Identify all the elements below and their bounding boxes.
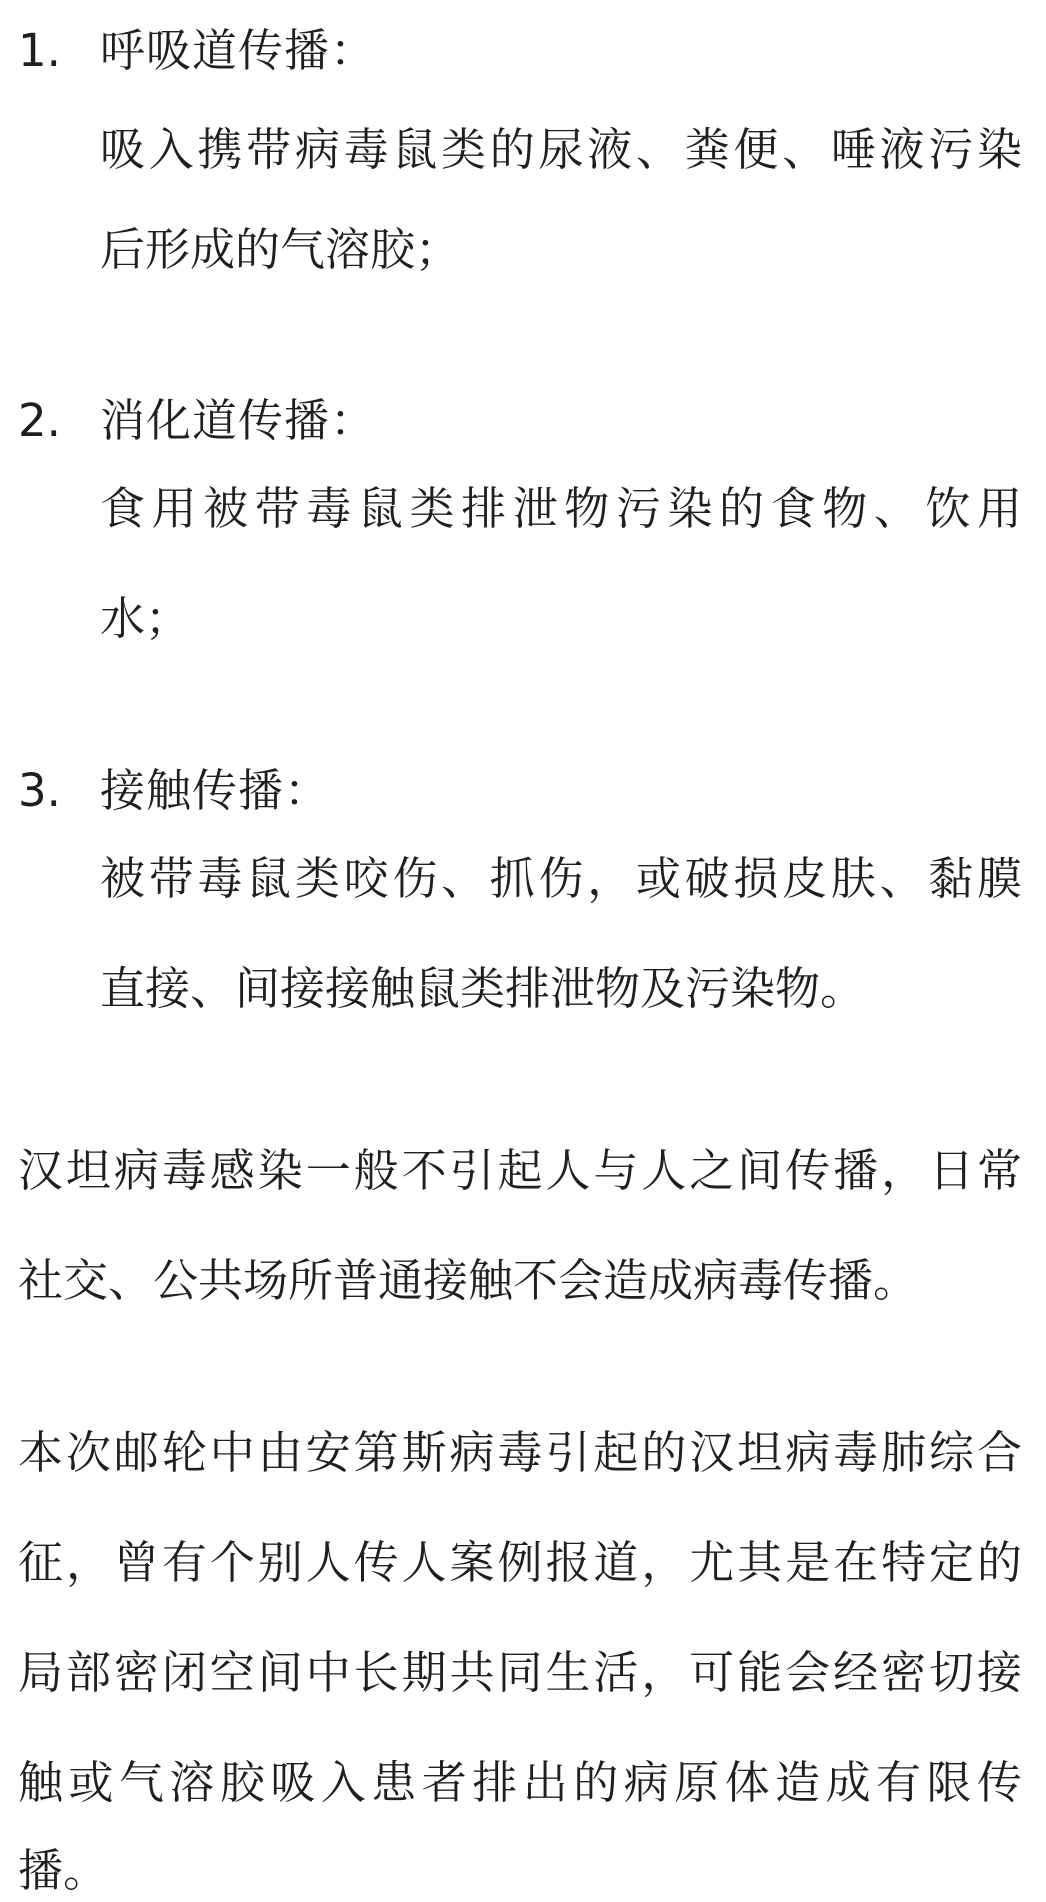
paragraph-line: 汉坦病毒感染一般不引起人与人之间传播，日常 — [18, 1144, 1022, 1197]
list-number: 3. — [18, 764, 61, 817]
list-text-line: 被带毒鼠类咬伤、抓伤，或破损皮肤、黏膜 — [100, 852, 1022, 905]
paragraph-line: 征，曾有个别人传人案例报道，尤其是在特定的 — [18, 1536, 1022, 1589]
list-heading: 呼吸道传播： — [100, 24, 377, 77]
list-heading: 接触传播： — [100, 764, 331, 817]
paragraph-line: 社交、公共场所普通接触不会造成病毒传播。 — [18, 1254, 919, 1307]
list-text-line: 吸入携带病毒鼠类的尿液、粪便、唾液污染 — [100, 123, 1022, 176]
list-text-line: 直接、间接接触鼠类排泄物及污染物。 — [100, 962, 866, 1015]
list-heading: 消化道传播： — [100, 394, 377, 447]
list-text-line: 后形成的气溶胶； — [100, 223, 461, 276]
list-number: 1. — [18, 24, 61, 77]
paragraph-line: 本次邮轮中由安第斯病毒引起的汉坦病毒肺综合 — [18, 1426, 1022, 1479]
list-text-line: 食用被带毒鼠类排泄物污染的食物、饮用 — [100, 482, 1022, 535]
paragraph-line: 局部密闭空间中长期共同生活，可能会经密切接 — [18, 1646, 1022, 1699]
list-number: 2. — [18, 394, 61, 447]
paragraph-line: 触或气溶胶吸入患者排出的病原体造成有限传 — [18, 1756, 1022, 1809]
list-text-line: 水； — [100, 592, 191, 645]
paragraph-line: 播。 — [18, 1844, 109, 1897]
